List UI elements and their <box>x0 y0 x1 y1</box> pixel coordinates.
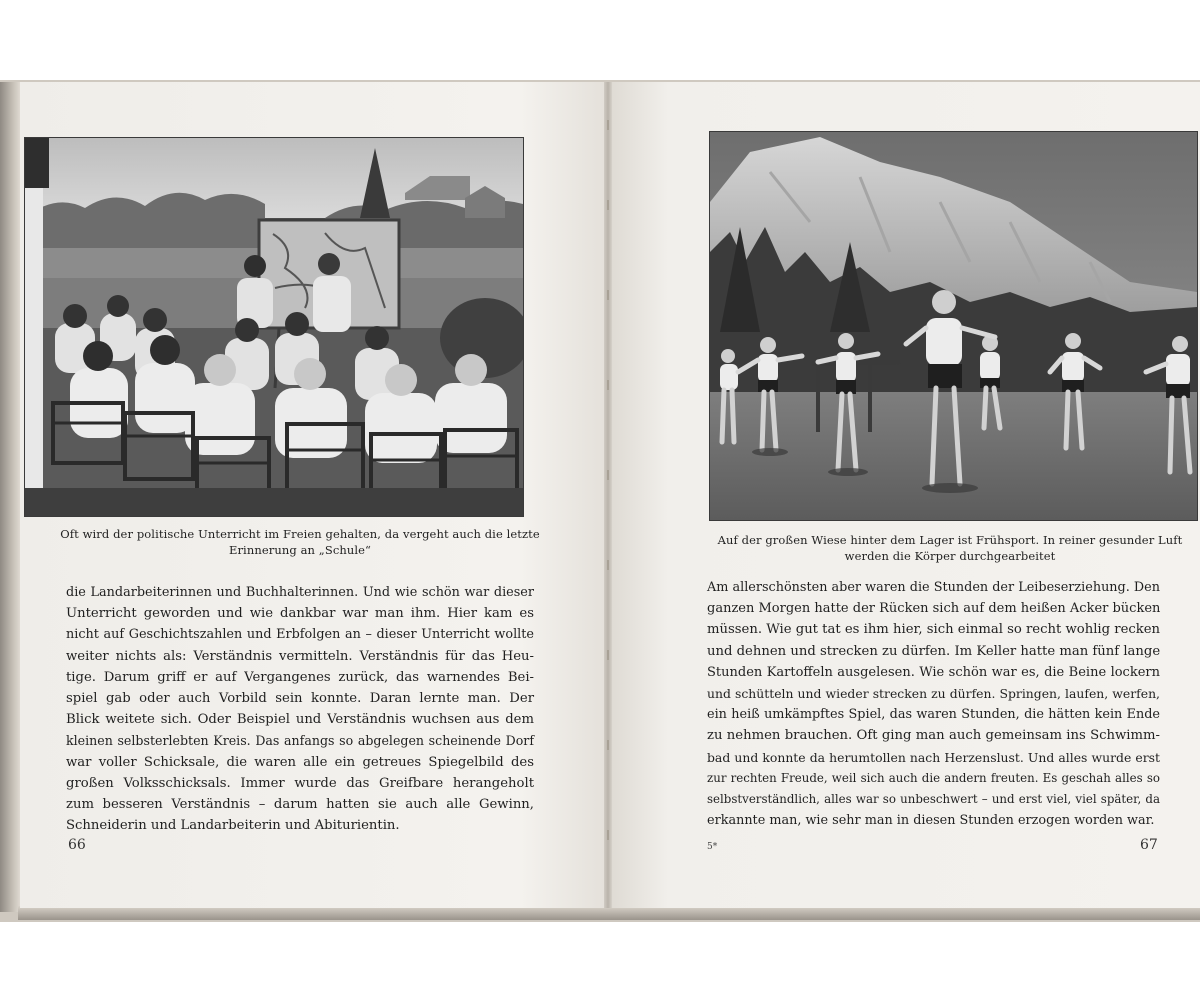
text-line: ein heiß umkämpftes Spiel, das waren Stunden, die hätten kein Ende <box>707 707 1160 723</box>
signature-mark: 5* <box>707 842 718 852</box>
photo-morning-sport <box>709 131 1198 521</box>
caption-line: Oft wird der politische Unterricht im Freien gehalten, da vergeht auch die letzte <box>60 527 540 541</box>
text-line: zum besseren Verständnis – darum hatten sie auch alle Gewinn, <box>66 797 534 813</box>
text-line: müssen. Wie gut tat es ihm hier, sich einmal so recht wohlig recken <box>707 622 1161 638</box>
text-line: Unterricht geworden und wie dankbar war man ihm. Hier kam es <box>66 606 534 622</box>
book-cover-edge-bottom <box>18 906 1200 920</box>
text-line: und dehnen und strecken zu dürfen. Im Keller hatte man fünf lange <box>707 643 1161 659</box>
text-line: nicht auf Geschichtszahlen und Erbfolgen an – dieser Unterricht wollte <box>66 627 534 643</box>
left-body-text <box>66 582 534 836</box>
text-line: tige. Darum griff er auf Vergangenes zurück, das warnendes Bei- <box>66 669 534 685</box>
photo-outdoor-lesson <box>24 137 524 517</box>
text-line: erkannte man, wie sehr man in diesen Stunden erzogen worden war. <box>707 813 1155 829</box>
text-line: ganzen Morgen hatte der Rücken sich auf dem heißen Acker bücken <box>707 601 1161 617</box>
photo-outdoor-lesson-image <box>25 138 523 516</box>
text-line: Schneiderin und Landarbeiterin und Abiturientin. <box>66 818 400 834</box>
binding-stitch <box>607 290 609 300</box>
text-line: Blick weitete sich. Oder Beispiel und Verständnis wuchsen aus dem <box>66 712 534 728</box>
left-photo-caption <box>50 526 550 558</box>
caption-line: werden die Körper durchgearbeitet <box>844 549 1056 563</box>
text-line: weiter nichts als: Verständnis vermitteln. Verständnis für das Heu- <box>66 648 534 664</box>
text-line: kleinen selbsterlebten Kreis. Das anfangs so abgelegen scheinende Dorf <box>66 733 534 749</box>
caption-line: Auf der großen Wiese hinter dem Lager ist Frühsport. In reiner gesunder Luft <box>717 533 1183 547</box>
text-line: großen Volksschicksals. Immer wurde das Greifbare herangeholt <box>66 775 534 791</box>
binding-stitch <box>607 470 609 480</box>
text-line: zur rechten Freude, weil sich auch die andern freuten. Es geschah alles so <box>707 770 1160 785</box>
left-page-number: 66 <box>68 837 86 853</box>
binding-stitch <box>607 560 609 570</box>
text-line: und schütteln und wieder strecken zu dürfen. Springen, laufen, werfen, <box>707 686 1160 702</box>
right-body-text <box>707 577 1160 831</box>
text-line: zu nehmen brauchen. Oft ging man auch gemeinsam ins Schwimm- <box>707 728 1160 744</box>
right-photo-caption <box>700 532 1200 564</box>
caption-line: Erinnerung an „Schule“ <box>228 543 372 557</box>
binding-stitch <box>607 120 609 130</box>
text-line: spiel gab oder auch Vorbild sein konnte. Daran lernte man. Der <box>66 691 534 707</box>
binding-stitch <box>607 650 609 660</box>
text-line: war voller Schicksale, die waren alle ein getreues Spiegelbild des <box>66 754 534 770</box>
binding-stitch <box>607 740 609 750</box>
photo-morning-sport-image <box>710 132 1197 520</box>
binding-stitch <box>607 380 609 390</box>
binding-stitch <box>607 200 609 210</box>
text-line: Stunden Kartoffeln ausgelesen. Wie schön war es, die Beine lockern <box>707 664 1160 680</box>
text-line: selbstverständlich, alles war so unbeschwert – und erst viel, viel später, da <box>707 792 1160 807</box>
text-line: bad und konnte da herumtollen nach Herzenslust. Und alles wurde erst <box>707 749 1160 765</box>
text-line: die Landarbeiterinnen und Buchhalterinnen. Und wie schön war dieser <box>66 585 534 600</box>
book-cover-edge-left <box>0 82 22 912</box>
right-page-number: 67 <box>1140 837 1158 853</box>
binding-stitch <box>607 830 609 840</box>
text-line: Am allerschönsten aber waren die Stunden der Leibeserziehung. Den <box>707 580 1160 595</box>
